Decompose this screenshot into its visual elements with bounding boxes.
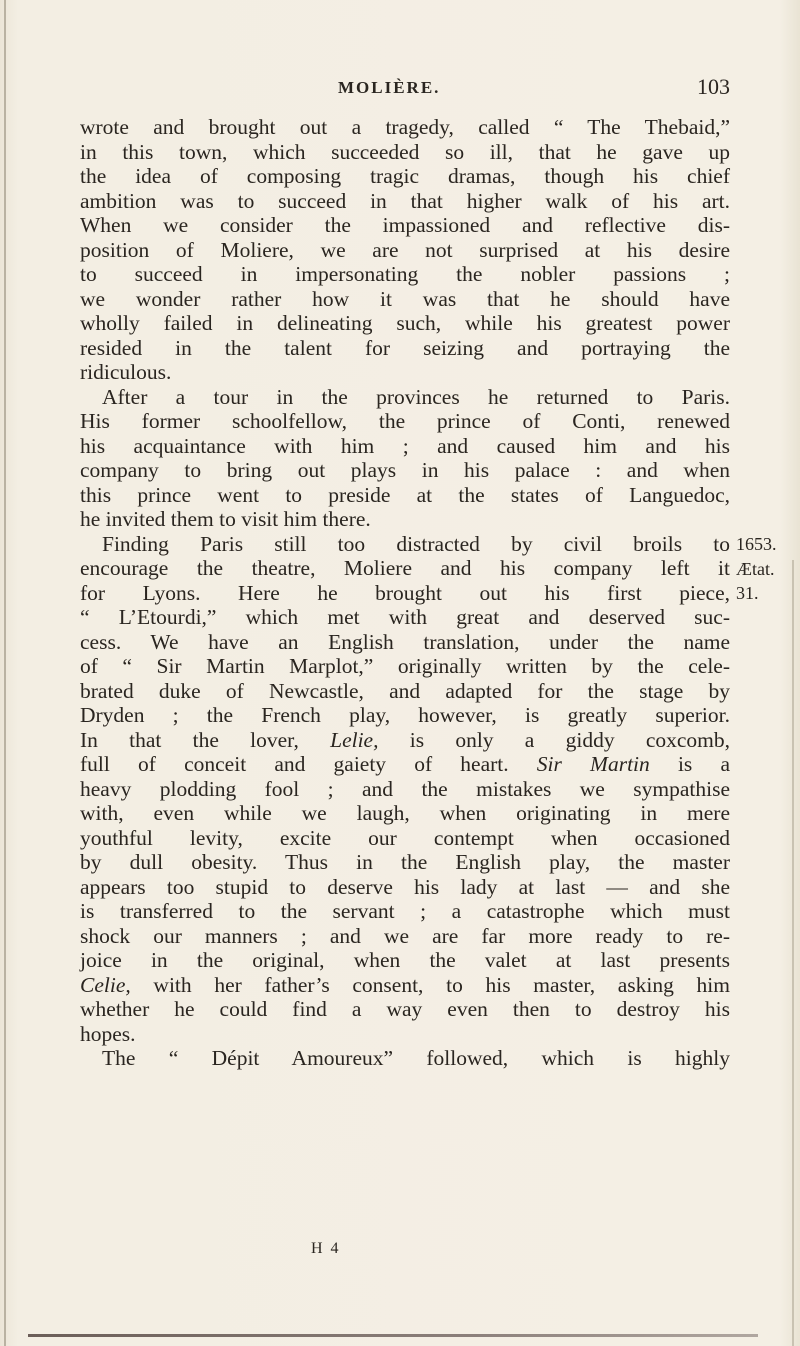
- text-line: ridiculous.: [80, 360, 172, 384]
- text-line: for Lyons. Here he brought out his first piece,: [80, 580, 730, 605]
- text-line: with, even while we laugh, when originating in mere: [80, 801, 730, 825]
- text-line: in this town, which succeeded so ill, that he gave up: [80, 139, 730, 164]
- page-right-edge: [792, 560, 794, 1346]
- text-line: he invited them to visit him there.: [80, 507, 371, 531]
- text-line: brated duke of Newcastle, and adapted for the stage by: [80, 678, 730, 703]
- margin-note-year: 1653.: [736, 534, 777, 554]
- text-line: whether he could find a way even then to destroy his: [80, 997, 730, 1021]
- margin-note-age: 31.: [736, 583, 759, 603]
- text-line: shock our manners ; and we are far more ready to re-: [80, 923, 730, 948]
- text-line: position of Moliere, we are not surprised at his desire: [80, 237, 730, 262]
- scan-bottom-edge: [28, 1334, 758, 1337]
- signature-mark: H 4: [311, 1240, 341, 1257]
- text-line: to succeed in impersonating the nobler passions ;: [80, 262, 730, 286]
- text-line: The “ Dépit Amoureux” followed, which is highly: [102, 1046, 730, 1070]
- text-line: Celie, with her father’s consent, to his master, asking him: [80, 972, 730, 997]
- text-line: encourage the theatre, Moliere and his company left it: [80, 556, 730, 580]
- running-head: MOLIÈRE.: [338, 78, 441, 97]
- text-line: “ L’Etourdi,” which met with great and deserved suc-: [80, 605, 730, 629]
- text-line: is transferred to the servant ; a catastrophe which must: [80, 899, 730, 923]
- page-header: [80, 74, 730, 106]
- page-gutter-edge: [4, 0, 6, 1346]
- text-line: heavy plodding fool ; and the mistakes we sympathise: [80, 776, 730, 801]
- text-line: joice in the original, when the valet at last presents: [80, 948, 730, 972]
- text-line: resided in the talent for seizing and portraying the: [80, 335, 730, 360]
- text-line: Finding Paris still too distracted by civil broils to: [102, 531, 730, 556]
- text-line: wrote and brought out a tragedy, called “ The Thebaid,”: [80, 115, 730, 139]
- page-number: 103: [697, 74, 730, 99]
- text-line: ambition was to succeed in that higher walk of his art.: [80, 188, 730, 213]
- text-line: In that the lover, Lelie, is only a giddy coxcomb,: [80, 727, 730, 752]
- text-line: this prince went to preside at the states of Languedoc,: [80, 482, 730, 507]
- text-line: wholly failed in delineating such, while his greatest power: [80, 311, 730, 335]
- text-line: full of conceit and gaiety of heart. Sir Martin is a: [80, 752, 730, 776]
- text-line: His former schoolfellow, the prince of Conti, renewed: [80, 409, 730, 433]
- text-line: When we consider the impassioned and reflective dis-: [80, 213, 730, 237]
- text-line: Dryden ; the French play, however, is greatly superior.: [80, 703, 730, 727]
- text-line: After a tour in the provinces he returned to Paris.: [102, 384, 730, 409]
- text-line: we wonder rather how it was that he should have: [80, 286, 730, 311]
- body-text: [80, 115, 730, 1071]
- text-line: appears too stupid to deserve his lady at last — and she: [80, 874, 730, 899]
- text-line: company to bring out plays in his palace : and when: [80, 458, 730, 482]
- margin-note-aetat: Ætat.: [736, 558, 775, 579]
- text-line: of “ Sir Martin Marplot,” originally written by the cele-: [80, 654, 730, 678]
- text-line: his acquaintance with him ; and caused him and his: [80, 433, 730, 458]
- text-line: hopes.: [80, 1021, 136, 1046]
- margin-notes: [736, 532, 796, 606]
- text-line: cess. We have an English translation, under the name: [80, 629, 730, 654]
- text-line: the idea of composing tragic dramas, though his chief: [80, 164, 730, 188]
- text-line: youthful levity, excite our contempt when occasioned: [80, 825, 730, 850]
- text-line: by dull obesity. Thus in the English play, the master: [80, 850, 730, 874]
